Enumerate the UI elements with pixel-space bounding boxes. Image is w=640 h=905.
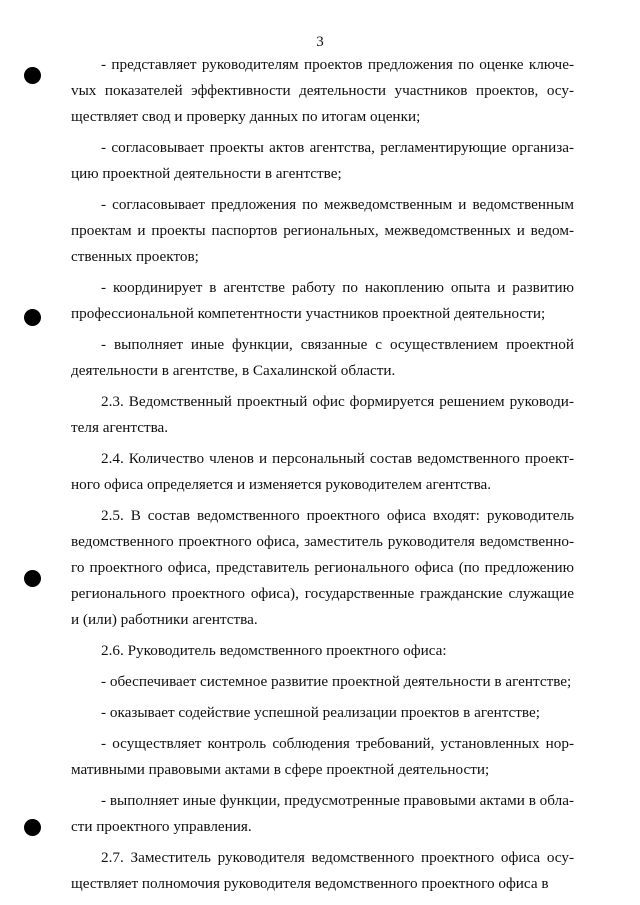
document-body bbox=[71, 52, 574, 902]
paragraph-2-7: 2.7. Заместитель руководителя ведомственного проектного офиса осуществляет полномочия руководителя ведомственного проектного офиса в bbox=[71, 849, 574, 892]
paragraph-ensures-development: - обеспечивает системное развитие проектной деятельности в агентстве; bbox=[101, 673, 572, 690]
page-number: 3 bbox=[316, 34, 324, 50]
paragraph-coordinates-experience: - координирует в агентстве работу по накоплению опыта и развитию профессиональной компетентности участников проектной деятельности; bbox=[71, 279, 574, 322]
punch-hole-mark bbox=[24, 819, 41, 836]
punch-hole-mark bbox=[24, 570, 41, 587]
paragraph-other-functions-management: - выполняет иные функции, предусмотренные правовыми актами в области проектного управления. bbox=[71, 792, 574, 835]
paragraph-2-3: 2.3. Ведомственный проектный офис формируется решением руководителя агентства. bbox=[71, 393, 574, 436]
punch-hole-mark bbox=[24, 67, 41, 84]
paragraph-2-4: 2.4. Количество членов и персональный состав ведомственного проектного офиса определяется и изменяется руководителем агентства. bbox=[71, 450, 574, 493]
paragraph-controls-compliance: - осуществляет контроль соблюдения требований, установленных нормативными правовыми актами в сфере проектной деятельности; bbox=[71, 735, 574, 778]
paragraph-approves-proposals: - согласовывает предложения по межведомственным и ведомственным проектам и проекты паспортов региональных, межведомственных и ведомственных проектов; bbox=[71, 196, 574, 265]
paragraph-other-functions: - выполняет иные функции, связанные с осуществлением проектной деятельности в агентстве, в Сахалинской области. bbox=[71, 336, 574, 379]
paragraph-proposals-evaluation: - представляет руководителям проектов предложения по оценке ключеvых показателей эффективности деятельности участников проектов, осуществляет свод и проверку данных по итогам оценки; bbox=[71, 56, 574, 125]
paragraph-2-5: 2.5. В состав ведомственного проектного офиса входят: руководитель ведомственного проектного офиса, заместитель руководителя ведомственного проектного офиса, представитель регионального офиса (по предложению регионального проектного офиса), государственные гражданские служащие и (или) работники агентства. bbox=[71, 507, 574, 628]
paragraph-approves-acts: - согласовывает проекты актов агентства, регламентирующие организацию проектной деятельности в агентстве; bbox=[71, 139, 574, 182]
paragraph-assists-projects: - оказывает содействие успешной реализации проектов в агентстве; bbox=[101, 704, 540, 721]
paragraph-2-6: 2.6. Руководитель ведомственного проектного офиса: bbox=[101, 642, 447, 659]
punch-hole-mark bbox=[24, 309, 41, 326]
